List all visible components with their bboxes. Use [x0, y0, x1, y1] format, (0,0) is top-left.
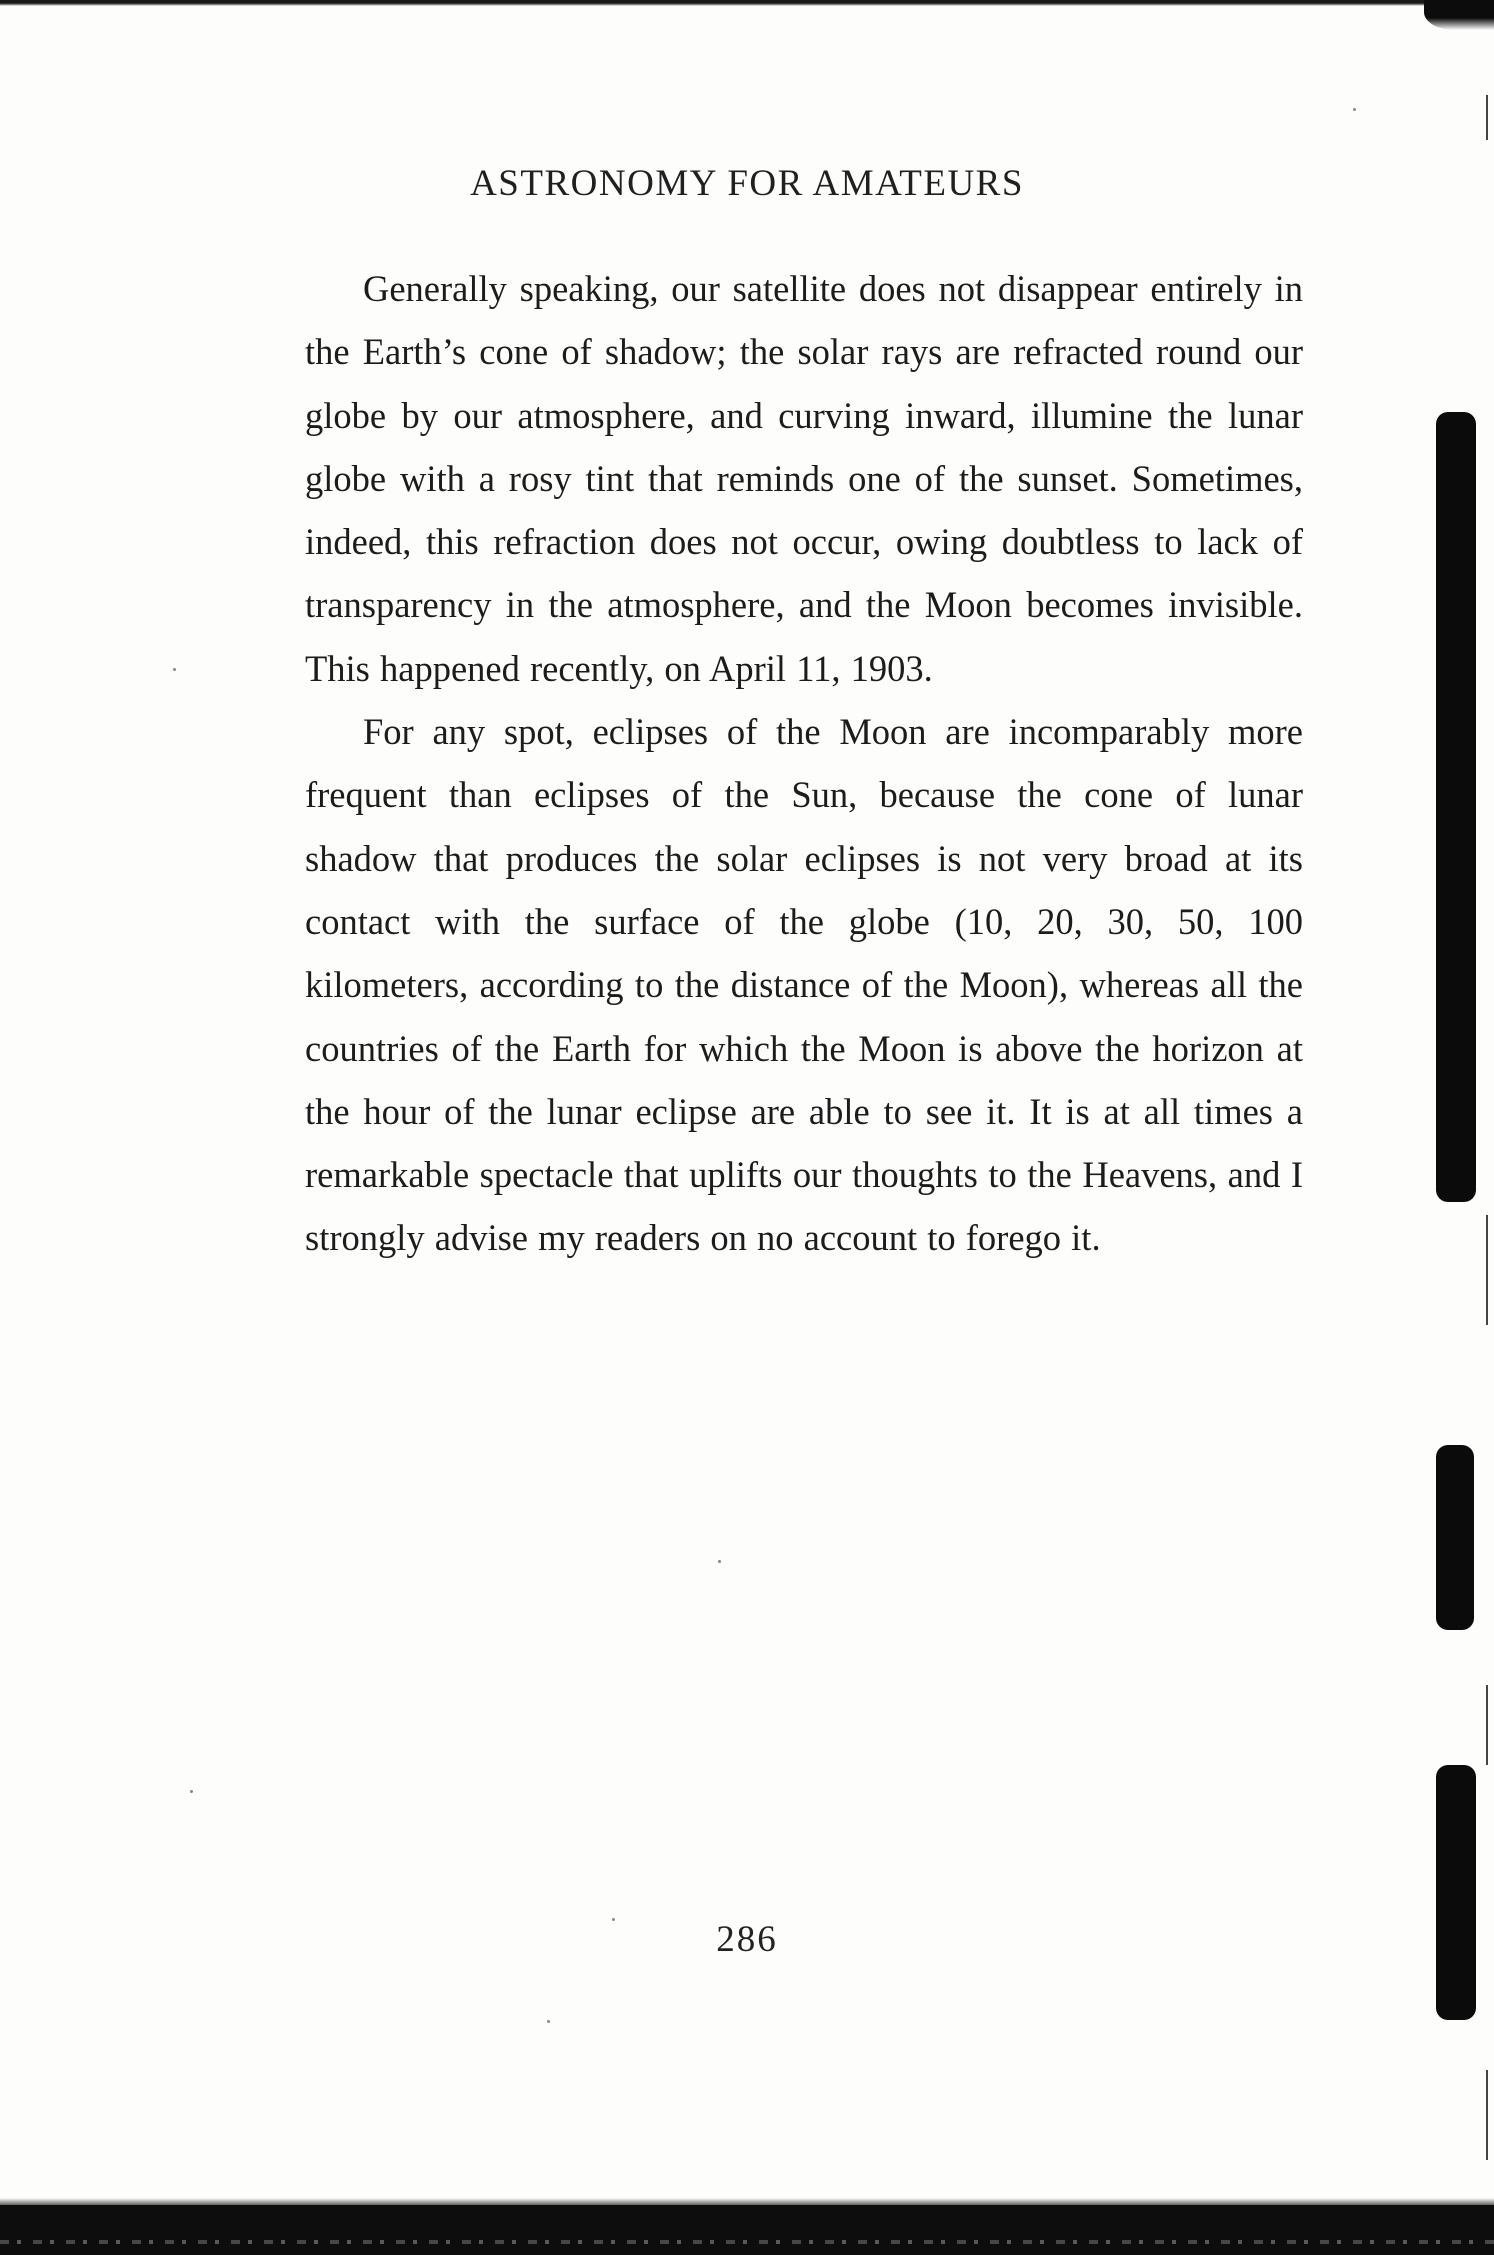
- speck: [173, 668, 176, 671]
- bottom-edge-band: [0, 2205, 1494, 2255]
- paragraph: For any spot, eclipses of the Moon are incomparably more frequent than eclipses of the Sun, because the cone of lunar shadow that produces the solar eclipses is not very broad at its contact with the surface of the globe (10, 20, 30, 50, 100 kilometers, according to the distance of the Moon), whereas all the countries of the Earth for which the Moon is above the horizon at the hour of the lunar eclipse are able to see it. It is at all times a remarkable spectacle that uplifts our thoughts to the Heavens, and I strongly advise my readers on no account to forego it.: [305, 711, 1303, 1259]
- edge-mark-2: [1436, 1445, 1474, 1630]
- edge-line-1: [1486, 95, 1488, 140]
- running-head: ASTRONOMY FOR AMATEURS: [470, 163, 1024, 204]
- edge-line-3: [1486, 1685, 1488, 1765]
- paragraph: Generally speaking, our satellite does not disappear entirely in the Earth’s cone of shadow; the solar rays are refracted round our globe by our atmosphere, and curving inward, illumine the lunar globe with a rosy tint that reminds one of the sunset. Sometimes, indeed, this refraction does not occur, owing doubtless to lack of transparency in the atmosphere, and the Moon becomes invisible. This happened recently, on April 11, 1903.: [305, 268, 1303, 689]
- speck: [547, 2020, 550, 2023]
- edge-line-4: [1486, 2070, 1488, 2160]
- edge-line-2: [1486, 1215, 1488, 1325]
- top-edge-rule: [0, 0, 1494, 6]
- edge-mark-1: [1436, 412, 1476, 1202]
- speck: [1353, 108, 1356, 111]
- edge-mark-3: [1436, 1765, 1476, 2020]
- top-right-corner-shadow: [1424, 0, 1494, 30]
- page-number: 286: [716, 1919, 778, 1960]
- speck: [190, 1790, 193, 1793]
- body-text: [305, 257, 1303, 1270]
- bottom-edge-speckle: [0, 2240, 1494, 2244]
- speck: [718, 1560, 721, 1563]
